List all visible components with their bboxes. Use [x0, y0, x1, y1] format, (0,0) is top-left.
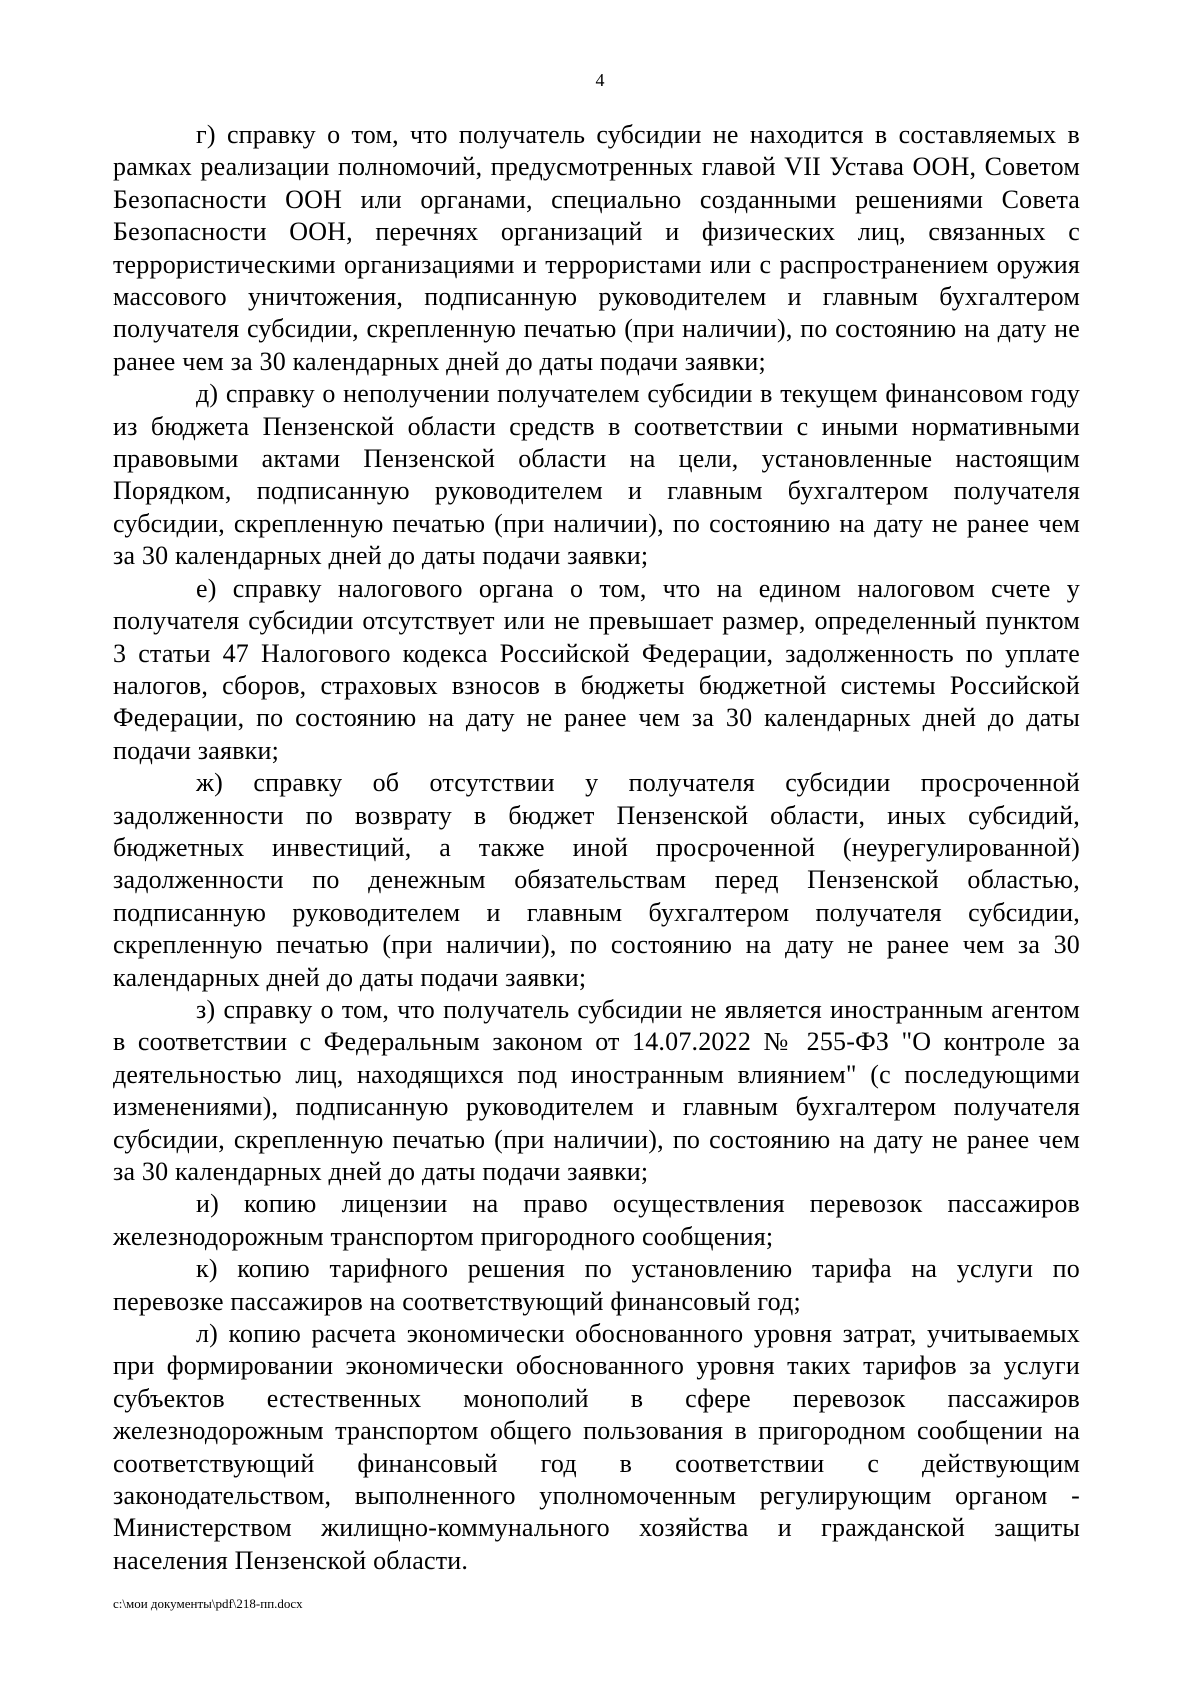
- footer-file-path: c:\мои документы\pdf\218-пп.docx: [113, 1596, 303, 1611]
- paragraph-l: л) копию расчета экономически обоснованного уровня затрат, учитываемых при формировании экономически обоснованного уровня таких тарифов за услуги субъектов естественных монополий в сфере перевозок пассажиров железнодорожным транспортом общего пользования в пригородном сообщении на соответствующий финансовый год в соответствии с действующим законодательством, выполненного уполномоченным регулирующим органом - Министерством жилищно-коммунального хозяйства и гражданской защиты населения Пензенской области.: [113, 1319, 1080, 1575]
- paragraph-i: и) копию лицензии на право осуществления перевозок пассажиров железнодорожным транспортом пригородного сообщения;: [113, 1189, 1080, 1251]
- document-body: [113, 119, 1080, 1577]
- paragraph-d: д) справку о неполучении получателем субсидии в текущем финансовом году из бюджета Пензенской области средств в соответствии с иными нормативными правовыми актами Пензенской области на цели, установленные настоящим Порядком, подписанную руководителем и главным бухгалтером получателя субсидии, скрепленную печатью (при наличии), по состоянию на дату не ранее чем за 30 календарных дней до даты подачи заявки;: [113, 379, 1080, 571]
- paragraph-k: к) копию тарифного решения по установлению тарифа на услуги по перевозке пассажиров на соответствующий финансовый год;: [113, 1254, 1080, 1316]
- paragraph-zh: ж) справку об отсутствии у получателя субсидии просроченной задолженности по возврату в бюджет Пензенской области, иных субсидий, бюджетных инвестиций, а также иной просроченной (неурегулированной) задолженности по денежным обязательствам перед Пензенской областью, подписанную руководителем и главным бухгалтером получателя субсидии, скрепленную печатью (при наличии), по состоянию на дату не ранее чем за 30 календарных дней до даты подачи заявки;: [113, 768, 1080, 992]
- page-number: 4: [595, 70, 605, 90]
- paragraph-z: з) справку о том, что получатель субсидии не является иностранным агентом в соответствии с Федеральным законом от 14.07.2022 № 255-ФЗ "О контроле за деятельностью лиц, находящихся под иностранным влиянием" (с последующими изменениями), подписанную руководителем и главным бухгалтером получателя субсидии, скрепленную печатью (при наличии), по состоянию на дату не ранее чем за 30 календарных дней до даты подачи заявки;: [113, 994, 1080, 1186]
- paragraph-e: е) справку налогового органа о том, что на едином налоговом счете у получателя субсидии отсутствует или не превышает размер, определенный пунктом 3 статьи 47 Налогового кодекса Российской Федерации, задолженность по уплате налогов, сборов, страховых взносов в бюджеты бюджетной системы Российской Федерации, по состоянию на дату не ранее чем за 30 календарных дней до даты подачи заявки;: [113, 573, 1080, 765]
- paragraph-g: г) справку о том, что получатель субсидии не находится в составляемых в рамках реализации полномочий, предусмотренных главой VII Устава ООН, Советом Безопасности ООН или органами, специально созданными решениями Совета Безопасности ООН, перечнях организаций и физических лиц, связанных с террористическими организациями и террористами или с распространением оружия массового уничтожения, подписанную руководителем и главным бухгалтером получателя субсидии, скрепленную печатью (при наличии), по состоянию на дату не ранее чем за 30 календарных дней до даты подачи заявки;: [113, 120, 1080, 376]
